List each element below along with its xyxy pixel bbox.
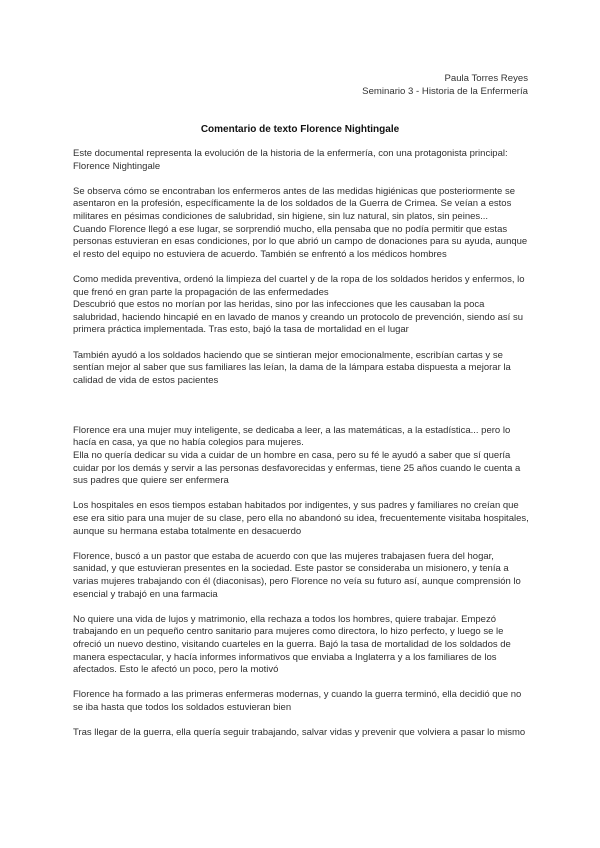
paragraph: Descubrió que estos no morían por las heridas, sino por las infecciones que les causaban la poca salubridad, haciendo hincapié en en lavado de manos y creando un protocolo de prevención, siendo así su primera práctica implementada. Tras esto, bajó la tasa de mortalidad en el lugar <box>73 299 523 336</box>
paragraph: Los hospitales en esos tiempos estaban habitados por indigentes, y sus padres y familiares no creían que ese era sitio para una mujer de su clase, pero ella no abandonó su idea, frecuentemente visitaba hospitales, aunque su hermana estaba totalmente en desacuerdo <box>73 500 529 537</box>
paragraph: Cuando Florence llegó a ese lugar, se sorprendió mucho, ella pensaba que no podía permitir que estas personas estuvieran en esas condiciones, por lo que abrió un campo de donaciones para su ayuda, aunque el resto del equipo no estuviera de acuerdo. También se enfrentó a los médicos hombres <box>73 223 528 260</box>
document-header <box>362 72 528 98</box>
author-name: Paula Torres Reyes <box>444 73 528 84</box>
paragraph: Se observa cómo se encontraban los enfermeros antes de las medidas higiénicas que posteriormente se asentaron en la profesión, específicamente la de los soldados de la Guerra de Crimea. Se veían a estos militares en pésimas condiciones de salubridad, sin higiene, sin luz natural, sin platos, sin peines... <box>73 185 516 222</box>
paragraph: También ayudó a los soldados haciendo que se sintieran mejor emocionalmente, escribían cartas y se sentían mejor al saber que sus familiares las leían, la dama de la lámpara estaba dispuesta a mejorar la calidad de vida de estos pacientes <box>73 349 511 386</box>
paragraph: Florence, buscó a un pastor que estaba de acuerdo con que las mujeres trabajasen fuera del hogar, sanidad, y que estuvieran presentes en la sociedad. Este pastor se consideraba un misionero, y tenía a varias mujeres trabajando con él (diaconisas), pero Florence no veía su futuro así, aunque comprensión lo esencial y trabajó en una farmacia <box>73 550 521 600</box>
paragraph: Florence era una mujer muy inteligente, se dedicaba a leer, a las matemáticas, a la estadística... pero lo hacía en casa, ya que no había colegios para mujeres. <box>73 424 511 449</box>
document-body <box>73 148 529 740</box>
document-title: Comentario de texto Florence Nightingale <box>200 124 400 135</box>
paragraph: Tras llegar de la guerra, ella quería seguir trabajando, salvar vidas y prevenir que volviera a pasar lo mismo <box>73 727 526 739</box>
paragraph: Como medida preventiva, ordenó la limpieza del cuartel y de la ropa de los soldados heridos y enfermos, lo que frenó en gran parte la propagación de las enfermedades <box>73 273 525 298</box>
course-name: Seminario 3 - Historia de la Enfermería <box>362 86 528 97</box>
paragraph: No quiere una vida de lujos y matrimonio, ella rechaza a todos los hombres, quiere trabajar. Empezó trabajando en un pequeño centro sanitario para mujeres como directora, lo hizo perfecto, y luego se le ofreció un nuevo destino, visitando cuarteles en la guerra. Bajó la tasa de mortalidad de los soldados de manera espectacular, y hacía informes informativos que enviaba a Inglaterra y a los familiares de los afectados. Esto le afectó un poco, pero la motivó <box>73 613 511 676</box>
paragraph: Ella no quería dedicar su vida a cuidar de un hombre en casa, pero su fé le ayudó a saber que sí quería cuidar por los demás y servir a las personas desfavorecidas y enfermas, tiene 25 años cuando le cuenta a sus padres que quiere ser enfermera <box>73 450 521 487</box>
paragraph: Este documental representa la evolución de la historia de la enfermería, con una protagonista principal: Florence Nightingale <box>73 148 508 172</box>
paragraph: Florence ha formado a las primeras enfermeras modernas, y cuando la guerra terminó, ella decidió que no se iba hasta que todos los soldados estuvieran bien <box>73 689 522 713</box>
